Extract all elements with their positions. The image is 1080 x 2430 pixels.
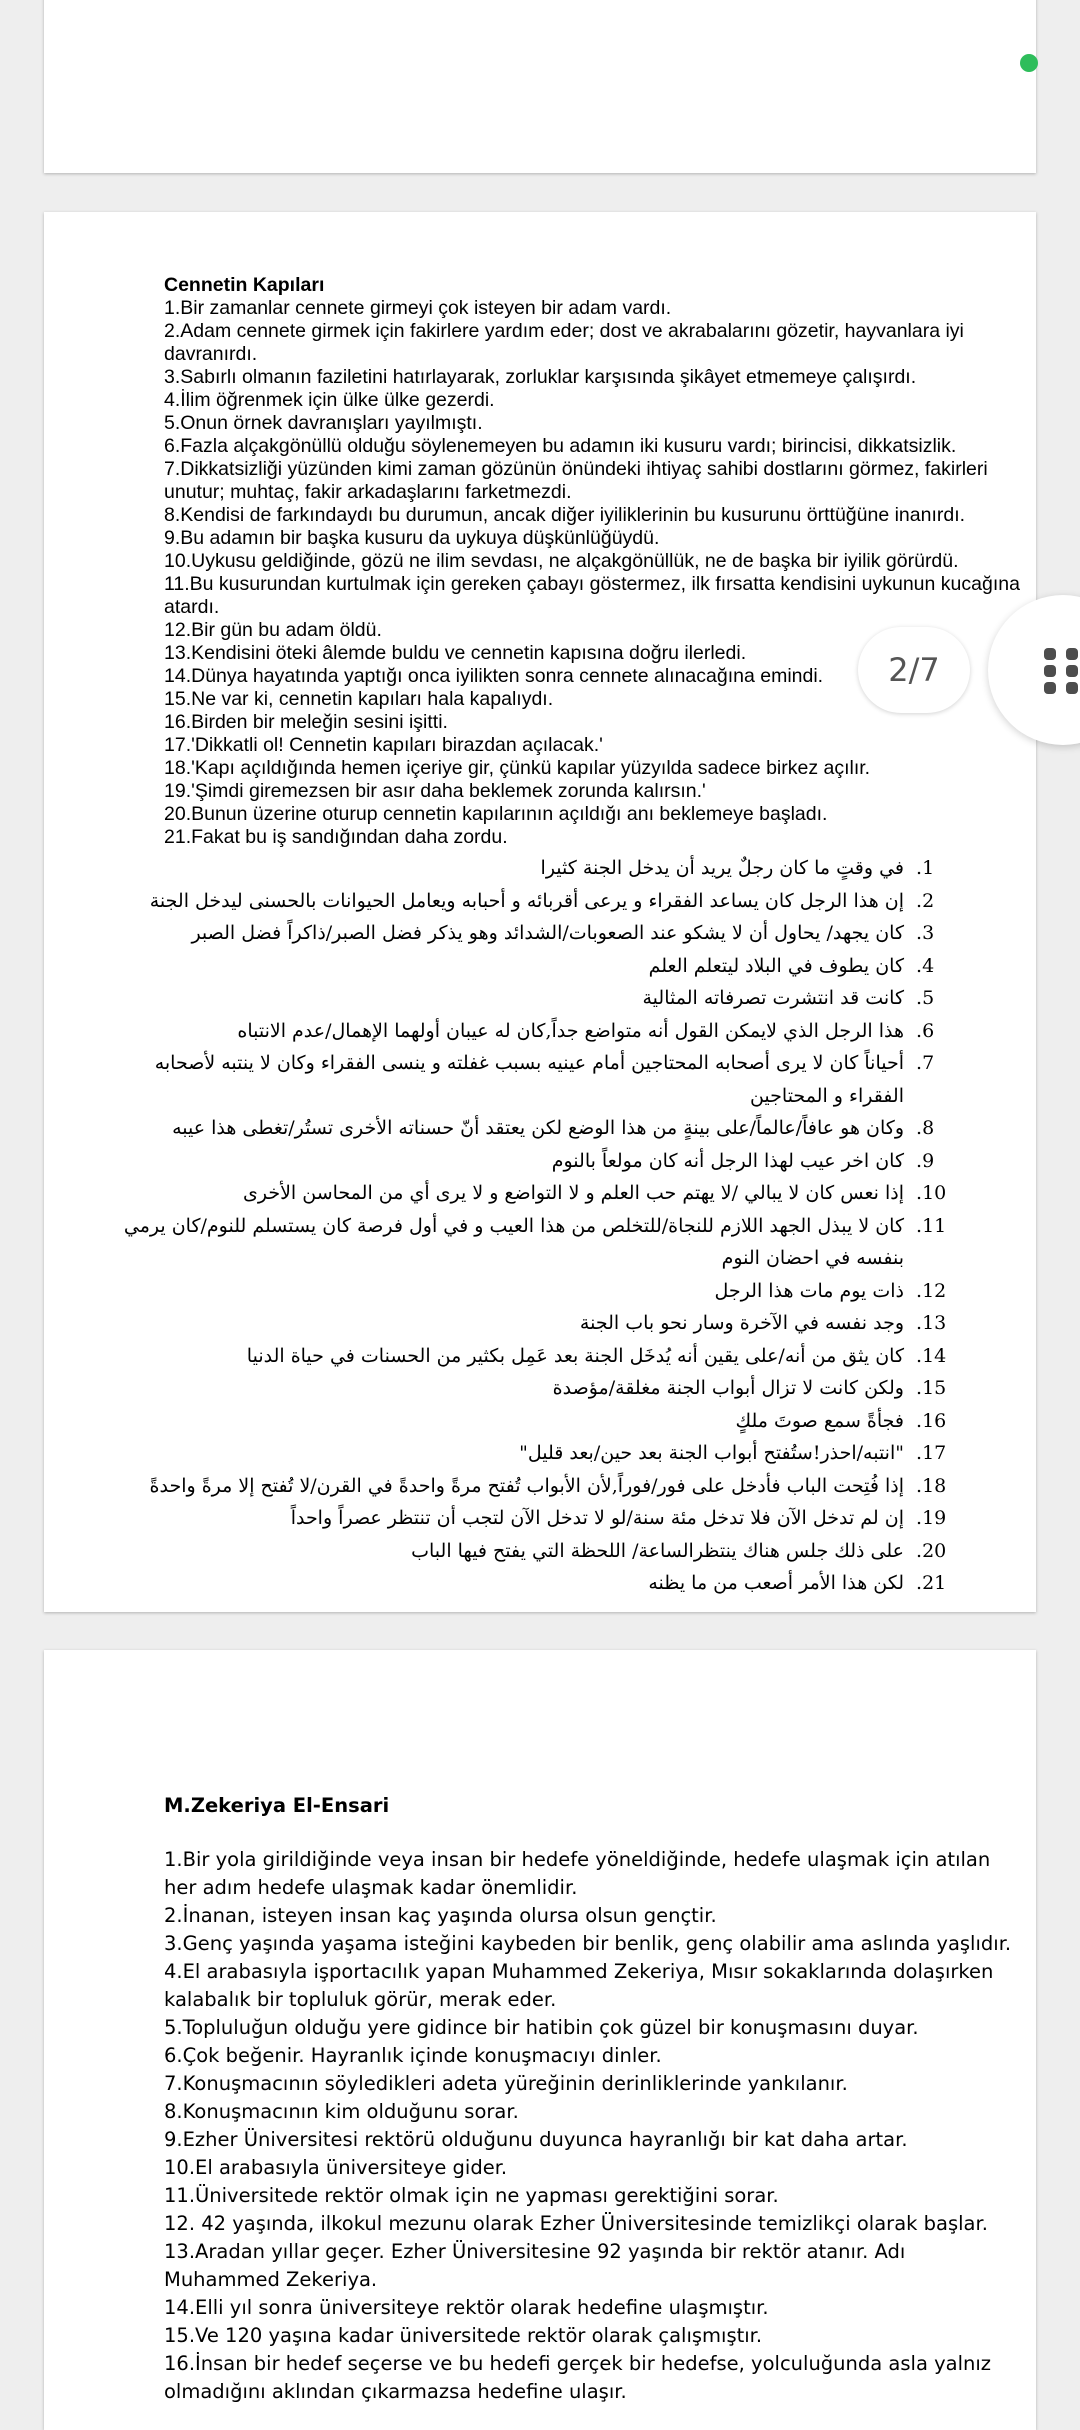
text-line: 14.Elli yıl sonra üniversiteye rektör olarak hedefine ulaşmıştır.: [164, 2296, 769, 2319]
text-line: 4.El arabasıyla işportacılık yapan Muhammed Zekeriya, Mısır sokaklarında dolaşırken kalabalık bir topluluk görür, merak eder.: [164, 1960, 994, 2011]
arabic-translation-block: [98, 852, 942, 1600]
text-line: 15. ولكن كانت لا تزال أبواب الجنة مغلقة/مؤصدة: [98, 1372, 910, 1405]
text-line: 3.Sabırlı olmanın faziletini hatırlayarak, zorluklar karşısında şikâyet etmemeye çalışırdı.: [164, 366, 917, 388]
text-line: 6.Çok beğenir. Hayranlık içinde konuşmacıyı dinler.: [164, 2044, 662, 2067]
text-line: 3. كان يجهد/ يحاول أن لا يشكو عند الصعوبات/الشدائد وهو يذكر فضل الصبر/ذاكراً فضل الصبر: [98, 917, 910, 950]
text-line: 15.Ve 120 yaşına kadar üniversitede rektör olarak çalışmıştır.: [164, 2324, 763, 2347]
text-line: 10.El arabasıyla üniversiteye gider.: [164, 2156, 508, 2179]
text-line: 12.Bir gün bu adam öldü.: [164, 619, 382, 641]
document-page-1: [44, 0, 1036, 173]
text-line: 2.Adam cennete girmek için fakirlere yardım eder; dost ve akrabalarını gözetir, hayvanlara iyi davranırdı.: [164, 320, 964, 365]
text-line: 16.İnsan bir hedef seçerse ve bu hedefi gerçek bir hedefse, yolculuğunda asla yalnız olmadığını aklından çıkarmazsa hedefine ulaşır.: [164, 2352, 992, 2403]
text-line: 10. إذا نعس كان لا يبالي /لا يهتم حب العلم و لا التواضع و لا يرى أي من المحاسن الأخرى: [98, 1177, 910, 1210]
text-line: 21. لكن هذا الأمر أصعب من ما يظنه: [98, 1567, 910, 1600]
text-line: 15.Ne var ki, cennetin kapıları hala kapalıydı.: [164, 688, 554, 710]
text-line: 6. هذا الرجل الذي لايمكن القول أنه متواضع جداً,كان له عيبان أولهما الإهمال/عدم الانتباه: [98, 1015, 910, 1048]
text-line: 9.Bu adamın bir başka kusuru da uykuya düşkünlüğüydü.: [164, 527, 660, 549]
document-page-2: [44, 212, 1036, 1612]
text-line: 1.Bir yola girildiğinde veya insan bir hedefe yöneldiğinde, hedefe ulaşmak için atılan her adım hedefe ulaşmak kadar önemlidir.: [164, 1848, 991, 1899]
text-line: 12. 42 yaşında, ilkokul mezunu olarak Ezher Üniversitesinde temizlikçi olarak başlar.: [164, 2212, 988, 2235]
turkish-lines: [164, 297, 1024, 849]
arabic-list: [98, 852, 942, 1600]
text-line: 12. ذات يوم مات هذا الرجل: [98, 1275, 910, 1308]
status-dot: [1020, 54, 1038, 72]
section-title: M.Zekeriya El-Ensari: [164, 1794, 390, 1817]
zekeriya-text-block: [164, 1792, 1024, 2406]
text-line: 20.Bunun üzerine oturup cennetin kapılarının açıldığı anı beklemeye başladı.: [164, 803, 828, 825]
document-page-3: [44, 1650, 1036, 2430]
text-line: 5. كانت قد انتشرت تصرفاته المثالية: [98, 982, 910, 1015]
text-line: 1. في وقتٍ ما كان رجلٌ يريد أن يدخل الجنة كثيرا: [98, 852, 910, 885]
text-line: 1.Bir zamanlar cennete girmeyi çok isteyen bir adam vardı.: [164, 297, 672, 319]
text-line: 8. وكان هو عافاً/عالماً/على بينةٍ من هذا الوضع لكن يعتقد أنّ حسناته الأخرى تستُر/تغطى هذا عيبه: [98, 1112, 910, 1145]
text-line: 19. إن لم تدخل الآن فلا تدخل مئة سنة/لو لا تدخل الآن لتجب أن تنتظر عصراً واحداً: [98, 1502, 910, 1535]
text-line: 11.Üniversitede rektör olmak için ne yapması gerektiğini sorar.: [164, 2184, 779, 2207]
text-line: 2.İnanan, isteyen insan kaç yaşında olursa olsun gençtir.: [164, 1904, 717, 1927]
text-line: 10.Uykusu geldiğinde, gözü ne ilim sevdası, ne alçakgönüllük, ne de başka bir iyilik görürdü.: [164, 550, 959, 572]
text-line: 11. كان لا يبذل الجهد اللازم للنجاة/للتخلص من هذا العيب و في أول فرصة كان يستسلم للنوم/كان يرمي بنفسه في احضان النوم: [98, 1210, 910, 1275]
text-line: 16.Birden bir meleğin sesini işitti.: [164, 711, 448, 733]
text-line: 14.Dünya hayatında yaptığı onca iyilikten sonra cennete alınacağına emindi.: [164, 665, 824, 687]
grid-dots-icon: [1044, 648, 1080, 694]
text-line: 20. على ذلك جلس هناك ينتظرالساعة/ اللحظة التي يفتح فيها الباب: [98, 1535, 910, 1568]
text-line: 6.Fazla alçakgönüllü olduğu söylenemeyen bu adamın iki kusuru vardı; birincisi, dikkatsizlik.: [164, 435, 957, 457]
text-line: 5.Topluluğun olduğu yere gidince bir hatibin çok güzel bir konuşmasını duyar.: [164, 2016, 919, 2039]
text-line: 13. وجد نفسه في الآخرة وسار نحو باب الجنة: [98, 1307, 910, 1340]
text-line: 4.İlim öğrenmek için ülke ülke gezerdi.: [164, 389, 495, 411]
page-indicator[interactable]: 2/7: [858, 627, 970, 713]
text-line: 16. فجأةً سمع صوتَ ملكٍ: [98, 1405, 910, 1438]
text-line: 4. كان يطوف في البلاد ليتعلم العلم: [98, 950, 910, 983]
zekeriya-lines: [164, 1846, 1024, 2406]
text-line: 18. إذا فُتِحت الباب فأدخل على فور/فوراً,لأن الأبواب تُفتح مرةً واحدةً في القرن/لا تُفتح إلا مرةً واحدةً: [98, 1470, 910, 1503]
text-line: 2. إن هذا الرجل كان يساعد الفقراء و يرعى أقربائه و أحبابه ويعامل الحيوانات بالحسنى ليدخل الجنة: [98, 885, 910, 918]
text-line: 7.Dikkatsizliği yüzünden kimi zaman gözünün önündeki ihtiyaç sahibi dostlarını görmez, fakirleri unutur; muhtaç, fakir arkadaşlarını farketmezdi.: [164, 458, 988, 503]
text-line: 17.'Dikkatli ol! Cennetin kapıları birazdan açılacak.': [164, 734, 603, 756]
text-line: 7. أحياناً كان لا يرى أصحابه المحتاجين أمام عينيه بسبب غفلته و ينسى الفقراء وكان لا ينتبه لأصحابه الفقراء و المحتاجين: [98, 1047, 910, 1112]
text-line: 5.Onun örnek davranışları yayılmıştı.: [164, 412, 483, 434]
text-line: 11.Bu kusurundan kurtulmak için gereken çabayı göstermez, ilk fırsatta kendisini uykunun kucağına atardı.: [164, 573, 1020, 618]
turkish-text-block: [164, 274, 1024, 849]
text-line: 8.Konuşmacının kim olduğunu sorar.: [164, 2100, 519, 2123]
text-line: 9. كان اخر عيب لهذا الرجل أنه كان مولعاً بالنوم: [98, 1145, 910, 1178]
text-line: 8.Kendisi de farkındaydı bu durumun, ancak diğer iyiliklerinin bu kusurunu örttüğüne inanırdı.: [164, 504, 966, 526]
text-line: 18.'Kapı açıldığında hemen içeriye gir, çünkü kapılar yüzyılda sadece birkez açılır.: [164, 757, 871, 779]
text-line: 17. "انتبه/احذر!ستُفتح أبواب الجنة بعد حين/بعد قليل": [98, 1437, 910, 1470]
text-line: 14. كان يثق من أنه/على يقين أنه يُدخَل الجنة بعد عَمِل بكثير من الحسنات في حياة الدنيا: [98, 1340, 910, 1373]
text-line: 9.Ezher Üniversitesi rektörü olduğunu duyunca hayranlığı bir kat daha artar.: [164, 2128, 908, 2151]
text-line: 21.Fakat bu iş sandığından daha zordu.: [164, 826, 508, 848]
text-line: 3.Genç yaşında yaşama isteğini kaybeden bir benlik, genç olabilir ama aslında yaşlıdır.: [164, 1932, 1012, 1955]
text-line: 13.Aradan yıllar geçer. Ezher Üniversitesine 92 yaşında bir rektör atanır. Adı Muhammed Zekeriya.: [164, 2240, 906, 2291]
page-title: Cennetin Kapıları: [164, 274, 325, 296]
text-line: 19.'Şimdi giremezsen bir asır daha beklemek zorunda kalırsın.': [164, 780, 706, 802]
text-line: 7.Konuşmacının söyledikleri adeta yüreğinin derinliklerinde yankılanır.: [164, 2072, 848, 2095]
text-line: 13.Kendisini öteki âlemde buldu ve cennetin kapısına doğru ilerledi.: [164, 642, 747, 664]
